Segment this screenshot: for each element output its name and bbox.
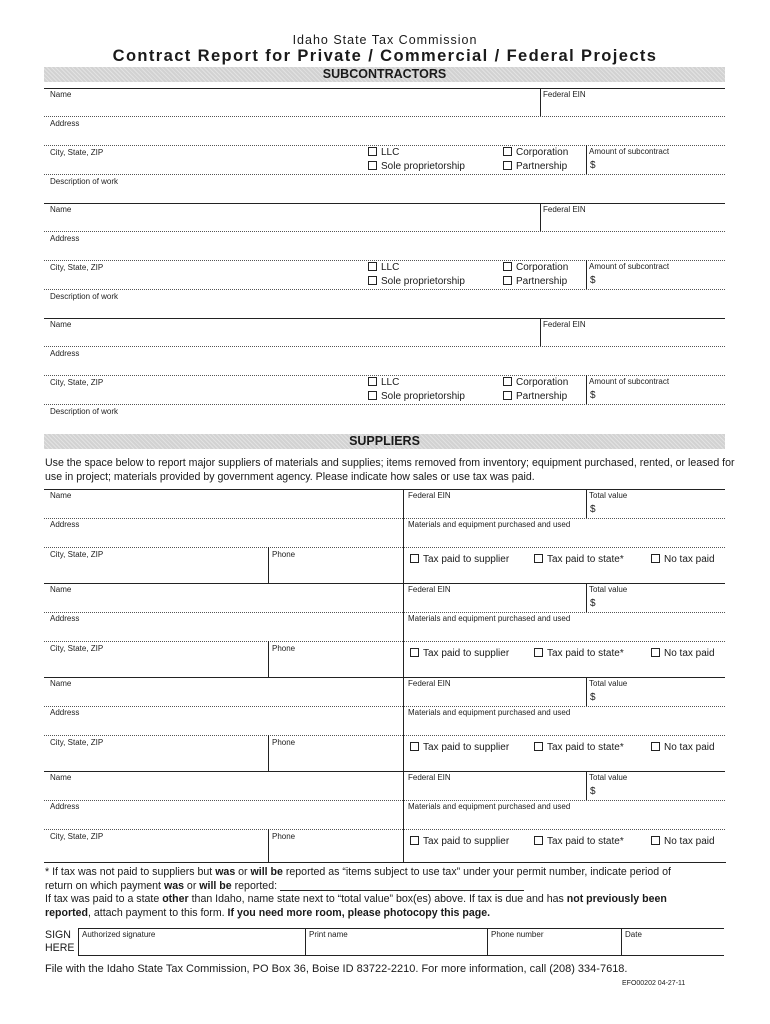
signature-top-line (78, 928, 724, 929)
row-line (44, 174, 725, 175)
checkbox-icon[interactable] (534, 554, 543, 563)
checkbox-icon[interactable] (651, 742, 660, 751)
materials-field[interactable]: Materials and equipment purchased and used (408, 802, 571, 811)
checkbox-icon[interactable] (368, 377, 377, 386)
row-line (44, 518, 725, 519)
row-line (44, 404, 725, 405)
checkbox-icon[interactable] (368, 262, 377, 271)
checkbox-icon[interactable] (503, 377, 512, 386)
row-line (44, 735, 725, 736)
supplier-ein-field[interactable]: Federal EIN (408, 773, 451, 782)
tax-paid-to-supplier-checkbox[interactable] (410, 554, 509, 566)
subcontractor-name-field[interactable]: Name (50, 90, 72, 99)
corporation-checkbox[interactable] (503, 147, 568, 159)
tax-paid-to-supplier-checkbox[interactable] (410, 836, 509, 848)
supplier-phone-field[interactable]: Phone (272, 644, 296, 653)
column-divider (540, 318, 541, 346)
checkbox-label: Sole proprietorship (381, 276, 465, 287)
checkbox-label: LLC (381, 377, 400, 388)
supplier-name-field[interactable]: Name (50, 585, 72, 594)
total-value-field[interactable]: Total value (589, 679, 628, 688)
column-divider (586, 145, 587, 174)
dollar-sign: $ (590, 390, 596, 401)
subcontractor-city-field[interactable]: City, State, ZIP (50, 148, 104, 157)
row-line (44, 231, 725, 232)
row-line (44, 116, 725, 117)
supplier-address-field[interactable]: Address (50, 708, 80, 717)
checkbox-icon[interactable] (368, 161, 377, 170)
checkbox-label: Tax paid to state* (547, 648, 624, 659)
subcontractor-ein-field[interactable]: Federal EIN (543, 320, 586, 329)
checkbox-icon[interactable] (410, 836, 419, 845)
note-line-4: reported, attach payment to this form. If you need more room, please photocopy this page. (45, 906, 491, 919)
checkbox-label: Partnership (516, 391, 568, 402)
tax-paid-to-state-checkbox[interactable] (534, 648, 624, 660)
checkbox-icon[interactable] (368, 276, 377, 285)
checkbox-icon[interactable] (534, 742, 543, 751)
subcontractor-city-field[interactable]: City, State, ZIP (50, 378, 104, 387)
supplier-name-field[interactable]: Name (50, 679, 72, 688)
checkbox-icon[interactable] (503, 147, 512, 156)
checkbox-label: Tax paid to supplier (423, 648, 510, 659)
column-divider (403, 583, 404, 677)
row-line (44, 88, 725, 89)
signature-bottom-line (78, 955, 724, 956)
column-divider (586, 771, 587, 800)
supplier-phone-field[interactable]: Phone (272, 550, 296, 559)
subcontractor-name-field[interactable]: Name (50, 205, 72, 214)
subcontractor-city-field[interactable]: City, State, ZIP (50, 263, 104, 272)
column-divider (403, 489, 404, 583)
supplier-phone-field[interactable]: Phone (272, 832, 296, 841)
row-line (44, 677, 725, 678)
partnership-checkbox[interactable] (503, 391, 567, 403)
checkbox-label: Tax paid to supplier (423, 742, 510, 753)
column-divider (540, 88, 541, 116)
row-line (44, 203, 725, 204)
subcontractor-name-field[interactable]: Name (50, 320, 72, 329)
total-value-field[interactable]: Total value (589, 491, 628, 500)
suppliers-heading: SUPPLIERS (44, 434, 725, 449)
no-tax-paid-checkbox[interactable] (651, 554, 715, 566)
column-divider (586, 260, 587, 289)
sole-proprietorship-checkbox[interactable] (368, 391, 465, 403)
corporation-checkbox[interactable] (503, 262, 568, 274)
checkbox-label: No tax paid (664, 836, 715, 847)
checkbox-icon[interactable] (651, 648, 660, 657)
checkbox-label: Tax paid to state* (547, 554, 624, 565)
materials-field[interactable]: Materials and equipment purchased and used (408, 614, 571, 623)
llc-checkbox[interactable] (368, 262, 399, 274)
checkbox-label: LLC (381, 262, 400, 273)
supplier-address-field[interactable]: Address (50, 802, 80, 811)
supplier-address-field[interactable]: Address (50, 614, 80, 623)
date-field[interactable]: Date (625, 930, 642, 939)
dollar-sign: $ (590, 692, 596, 703)
subcontractor-address-field[interactable]: Address (50, 234, 80, 243)
agency-name: Idaho State Tax Commission (292, 33, 478, 47)
authorized-signature-field[interactable]: Authorized signature (82, 930, 156, 939)
dollar-sign: $ (590, 598, 596, 609)
sole-proprietorship-checkbox[interactable] (368, 276, 465, 288)
checkbox-label: No tax paid (664, 742, 715, 753)
row-line (44, 641, 725, 642)
total-value-field[interactable]: Total value (589, 773, 628, 782)
tax-paid-to-supplier-checkbox[interactable] (410, 648, 509, 660)
checkbox-icon[interactable] (651, 554, 660, 563)
notes-divider (44, 862, 726, 863)
no-tax-paid-checkbox[interactable] (651, 742, 715, 754)
subcontractor-address-field[interactable]: Address (50, 119, 80, 128)
supplier-phone-field[interactable]: Phone (272, 738, 296, 747)
phone-number-field[interactable]: Phone number (491, 930, 544, 939)
column-divider (586, 677, 587, 706)
column-divider (268, 641, 269, 677)
checkbox-label: Corporation (516, 262, 569, 273)
row-line (44, 346, 725, 347)
checkbox-label: Sole proprietorship (381, 161, 465, 172)
checkbox-icon[interactable] (410, 742, 419, 751)
subcontractors-heading: SUBCONTRACTORS (44, 67, 725, 82)
supplier-city-field[interactable]: City, State, ZIP (50, 832, 104, 841)
checkbox-label: Corporation (516, 147, 569, 158)
materials-field[interactable]: Materials and equipment purchased and used (408, 708, 571, 717)
print-name-field[interactable]: Print name (309, 930, 348, 939)
filing-instructions: File with the Idaho State Tax Commission, PO Box 36, Boise ID 83722-2210. For more information, call (208) 334-7618. (45, 963, 628, 975)
checkbox-label: Partnership (516, 161, 568, 172)
signature-divider (305, 928, 306, 955)
form-number: EFO00202 04-27-11 (622, 980, 686, 987)
checkbox-label: No tax paid (664, 554, 715, 565)
no-tax-paid-checkbox[interactable] (651, 836, 715, 848)
column-divider (268, 547, 269, 583)
row-line (44, 145, 725, 146)
signature-divider (487, 928, 488, 955)
subcontractor-ein-field[interactable]: Federal EIN (543, 90, 586, 99)
checkbox-icon[interactable] (534, 648, 543, 657)
checkbox-icon[interactable] (503, 276, 512, 285)
supplier-address-field[interactable]: Address (50, 520, 80, 529)
row-line (44, 612, 725, 613)
signature-divider (621, 928, 622, 955)
checkbox-icon[interactable] (503, 262, 512, 271)
total-value-field[interactable]: Total value (589, 585, 628, 594)
subcontract-amount-field[interactable]: Amount of subcontract (589, 377, 670, 386)
tax-paid-to-state-checkbox[interactable] (534, 836, 624, 848)
dollar-sign: $ (590, 786, 596, 797)
checkbox-icon[interactable] (410, 648, 419, 657)
subcontract-amount-field[interactable]: Amount of subcontract (589, 147, 670, 156)
row-line (44, 260, 725, 261)
row-line (44, 583, 725, 584)
llc-checkbox[interactable] (368, 377, 399, 389)
supplier-city-field[interactable]: City, State, ZIP (50, 550, 104, 559)
subcontractor-description-field[interactable]: Description of work (50, 177, 119, 186)
materials-field[interactable]: Materials and equipment purchased and used (408, 520, 571, 529)
checkbox-icon[interactable] (534, 836, 543, 845)
supplier-name-field[interactable]: Name (50, 773, 72, 782)
checkbox-icon[interactable] (503, 161, 512, 170)
row-line (44, 800, 725, 801)
tax-paid-to-supplier-checkbox[interactable] (410, 742, 509, 754)
row-line (44, 318, 725, 319)
column-divider (403, 771, 404, 862)
checkbox-label: Tax paid to supplier (423, 554, 510, 565)
row-line (44, 771, 725, 772)
no-tax-paid-checkbox[interactable] (651, 648, 715, 660)
sign-label: SIGN (45, 929, 71, 941)
sole-proprietorship-checkbox[interactable] (368, 161, 465, 173)
checkbox-label: Tax paid to state* (547, 742, 624, 753)
partnership-checkbox[interactable] (503, 276, 567, 288)
note-line-3: If tax was paid to a state other than Idaho, name state next to “total value” box(es) above. If tax is due and has not previously been (45, 893, 667, 905)
note-line-1: * If tax was not paid to suppliers but was or will be reported as “items subject to use tax” under your permit number, indicate period of (45, 866, 671, 878)
checkbox-label: Tax paid to supplier (423, 836, 510, 847)
subcontractor-description-field[interactable]: Description of work (50, 292, 119, 301)
dollar-sign: $ (590, 504, 596, 515)
row-line (44, 829, 725, 830)
form-title: Contract Report for Private / Commercial / Federal Projects (112, 47, 658, 65)
row-line (44, 547, 725, 548)
checkbox-label: Tax paid to state* (547, 836, 624, 847)
checkbox-icon[interactable] (368, 147, 377, 156)
tax-paid-to-state-checkbox[interactable] (534, 554, 624, 566)
supplier-city-field[interactable]: City, State, ZIP (50, 738, 104, 747)
checkbox-label: No tax paid (664, 648, 715, 659)
row-line (44, 375, 725, 376)
column-divider (586, 583, 587, 612)
dollar-sign: $ (590, 275, 596, 286)
column-divider (586, 489, 587, 518)
checkbox-label: LLC (381, 147, 400, 158)
checkbox-icon[interactable] (651, 836, 660, 845)
row-line (44, 489, 725, 490)
reporting-period-field[interactable] (280, 880, 524, 891)
column-divider (268, 735, 269, 771)
here-label: HERE (45, 942, 75, 954)
checkbox-label: Corporation (516, 377, 569, 388)
note-line-2: return on which payment was or will be reported: (45, 880, 735, 894)
checkbox-label: Sole proprietorship (381, 391, 465, 402)
checkbox-icon[interactable] (503, 391, 512, 400)
supplier-ein-field[interactable]: Federal EIN (408, 585, 451, 594)
checkbox-icon[interactable] (410, 554, 419, 563)
dollar-sign: $ (590, 160, 596, 171)
checkbox-icon[interactable] (368, 391, 377, 400)
supplier-ein-field[interactable]: Federal EIN (408, 679, 451, 688)
subcontractor-ein-field[interactable]: Federal EIN (543, 205, 586, 214)
column-divider (268, 829, 269, 862)
subcontract-amount-field[interactable]: Amount of subcontract (589, 262, 670, 271)
subcontractor-description-field[interactable]: Description of work (50, 407, 119, 416)
column-divider (403, 677, 404, 771)
checkbox-label: Partnership (516, 276, 568, 287)
column-divider (586, 375, 587, 404)
row-line (44, 289, 725, 290)
llc-checkbox[interactable] (368, 147, 399, 159)
tax-paid-to-state-checkbox[interactable] (534, 742, 624, 754)
supplier-name-field[interactable]: Name (50, 491, 72, 500)
subcontractor-address-field[interactable]: Address (50, 349, 80, 358)
signature-divider (78, 928, 79, 955)
supplier-city-field[interactable]: City, State, ZIP (50, 644, 104, 653)
suppliers-intro: Use the space below to report major suppliers of materials and supplies; items removed from inventory; equipment purchased, rented, or leased for use in project; materials provided by government agency. Please indicate how sales or use tax was paid. (45, 457, 735, 483)
supplier-ein-field[interactable]: Federal EIN (408, 491, 451, 500)
corporation-checkbox[interactable] (503, 377, 568, 389)
row-line (44, 706, 725, 707)
column-divider (540, 203, 541, 231)
partnership-checkbox[interactable] (503, 161, 567, 173)
use-tax-note (45, 866, 735, 920)
